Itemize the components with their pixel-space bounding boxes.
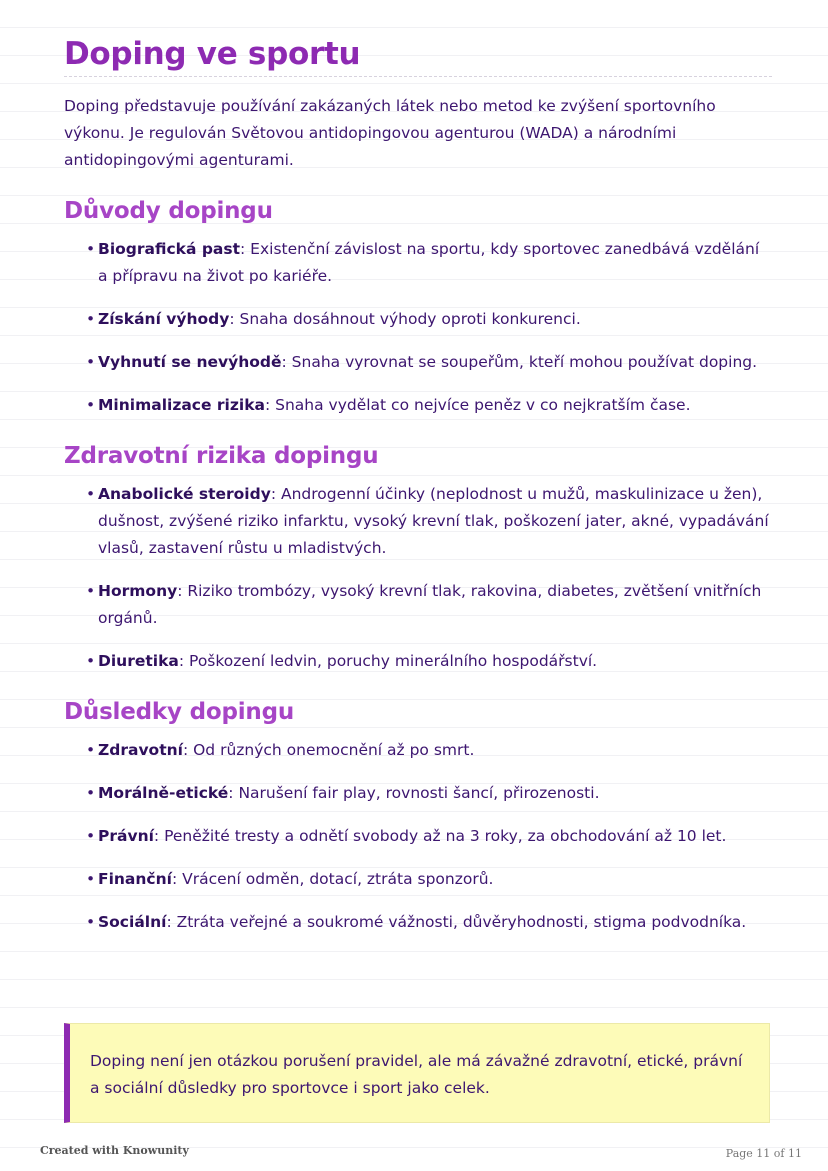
list-item	[98, 737, 772, 764]
list-item-term: Zdravotní	[98, 741, 183, 759]
list-item-term: Získání výhody	[98, 310, 230, 328]
list-item-term: Biografická past	[98, 240, 241, 258]
list-item-term: Sociální	[98, 913, 167, 931]
reasons-list	[64, 236, 772, 419]
list-item-text: : Vrácení odměn, dotací, ztráta sponzorů.	[171, 870, 494, 888]
list-item-term: Hormony	[98, 582, 178, 600]
list-item-text: : Ztráta veřejné a soukromé vážnosti, důvěryhodnosti, stigma podvodníka.	[166, 913, 747, 931]
list-item-text: : Poškození ledvin, poruchy minerálního hospodářství.	[178, 652, 598, 670]
section-heading-health-risks: Zdravotní rizika dopingu	[64, 443, 379, 469]
section-heading-consequences: Důsledky dopingu	[64, 699, 295, 725]
list-item-text: : Narušení fair play, rovnosti šancí, přirozenosti.	[228, 784, 600, 802]
list-item-text: : Androgenní účinky (neplodnost u mužů, maskulinizace u žen), dušnost, zvýšené riziko infarktu, vysoký krevní tlak, poškození jater, akné, vypadávání vlasů, zastavení růstu u mladistvých.	[98, 485, 769, 557]
list-item-text: : Peněžité tresty a odnětí svobody až na 3 roky, za obchodování až 10 let.	[153, 827, 727, 845]
list-item	[98, 780, 772, 807]
list-item	[98, 236, 772, 290]
summary-callout: Doping není jen otázkou porušení pravidel, ale má závažné zdravotní, etické, právní a sociální důsledky pro sportovce i sport jako celek.	[64, 1023, 770, 1123]
list-item	[98, 823, 772, 850]
list-item	[98, 578, 772, 632]
page-number: Page 11 of 11	[725, 1147, 802, 1160]
list-item	[98, 481, 772, 562]
consequences-list	[64, 737, 772, 936]
list-item-term: Vyhnutí se nevýhodě	[98, 353, 282, 371]
section-heading-reasons: Důvody dopingu	[64, 198, 273, 224]
list-item	[98, 392, 772, 419]
list-item-term: Anabolické steroidy	[98, 485, 271, 503]
list-item-term: Právní	[98, 827, 154, 845]
list-item-term: Minimalizace rizika	[98, 396, 265, 414]
footer-credit: Created with Knowunity	[40, 1144, 189, 1157]
list-item-text: : Snaha vydělat co nejvíce peněz v co nejkratším čase.	[264, 396, 691, 414]
list-item-term: Diuretika	[98, 652, 179, 670]
list-item-term: Finanční	[98, 870, 172, 888]
list-item	[98, 909, 772, 936]
list-item	[98, 349, 772, 376]
list-item-text: : Snaha vyrovnat se soupeřům, kteří mohou používat doping.	[281, 353, 758, 371]
list-item-text: : Od různých onemocnění až po smrt.	[182, 741, 475, 759]
health-risks-list	[64, 481, 772, 675]
list-item	[98, 306, 772, 333]
document-content	[64, 36, 772, 952]
list-item-text: : Snaha dosáhnout výhody oproti konkurenci.	[229, 310, 581, 328]
list-item-text: : Existenční závislost na sportu, kdy sportovec zanedbává vzdělání a přípravu na život po kariéře.	[98, 240, 760, 285]
page-title: Doping ve sportu	[64, 36, 772, 77]
intro-paragraph: Doping představuje používání zakázaných látek nebo metod ke zvýšení sportovního výkonu. Je regulován Světovou antidopingovou agenturou (WADA) a národními antidopingovými agenturami.	[64, 97, 716, 169]
list-item-term: Morálně-etické	[98, 784, 229, 802]
list-item-text: : Riziko trombózy, vysoký krevní tlak, rakovina, diabetes, zvětšení vnitřních orgánů.	[98, 582, 762, 627]
list-item	[98, 866, 772, 893]
list-item	[98, 648, 772, 675]
